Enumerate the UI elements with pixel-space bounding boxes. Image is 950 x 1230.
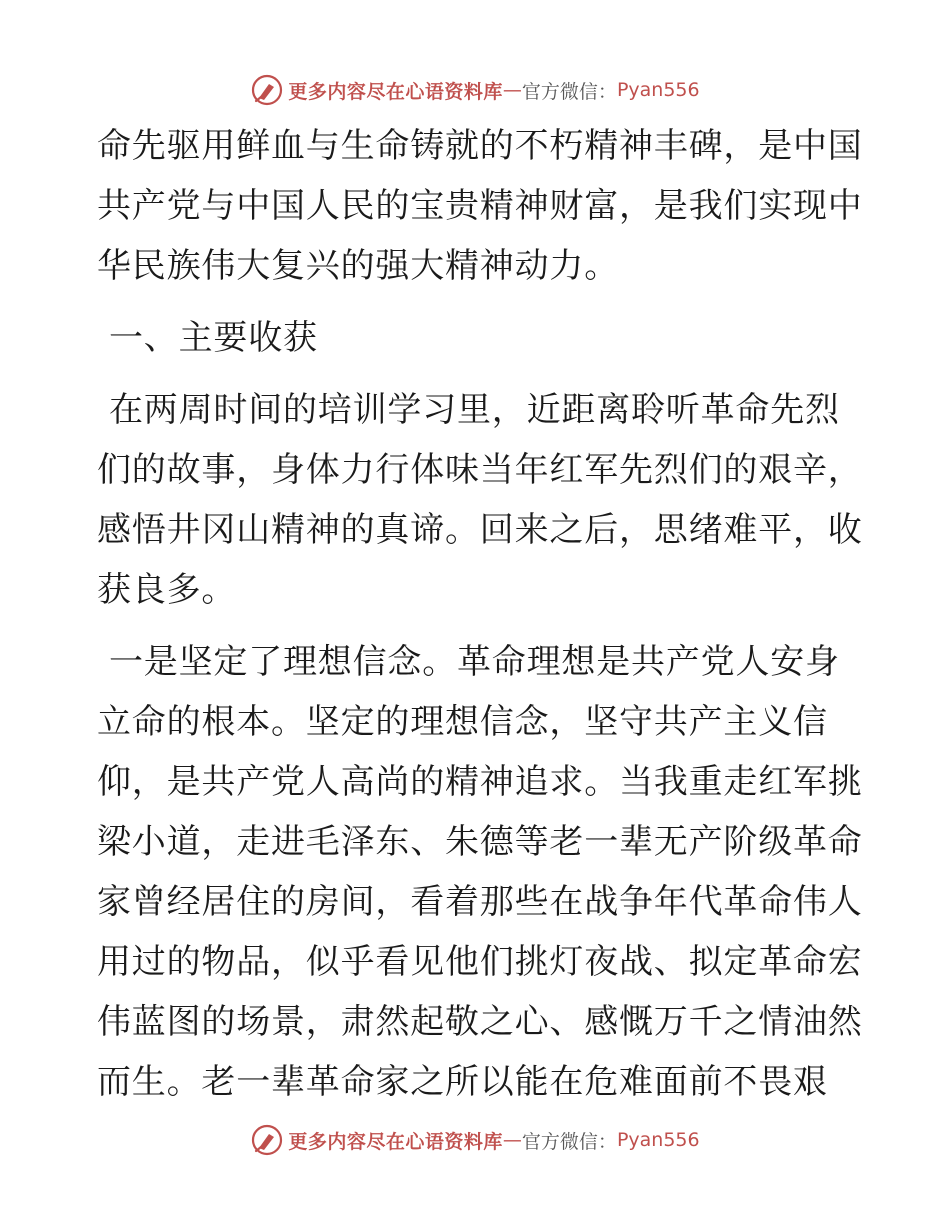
heading-main-gains: 一、主要收获 — [109, 318, 318, 358]
footer-official-label: 官方微信： — [521, 1130, 617, 1153]
text-line: 们的故事，身体力行体味当年红军先烈们的艰辛， — [97, 450, 863, 490]
text-line: 获良多。 — [97, 570, 237, 610]
section-heading — [97, 308, 857, 368]
text-line: 命先驱用鲜血与生命铸就的不朽精神丰碑，是中国 — [97, 126, 863, 166]
footer-wechat-id: Pyan556 — [616, 1129, 700, 1151]
paragraph-intro — [97, 116, 863, 296]
header-brand-text: 更多内容尽在心语资料库 — [288, 80, 503, 103]
text-line: 感悟井冈山精神的真谛。回来之后，思绪难平，收 — [97, 510, 863, 550]
text-line: 一是坚定了理想信念。革命理想是共产党人安身 — [109, 642, 840, 682]
text-line: 仰，是共产党人高尚的精神追求。当我重走红军挑 — [97, 762, 863, 802]
document-body — [97, 116, 863, 1112]
header-banner — [0, 70, 950, 110]
footer-separator: — — [502, 1129, 522, 1151]
text-line: 梁小道，走进毛泽东、朱德等老一辈无产阶级革命 — [97, 822, 863, 862]
paragraph-training — [97, 380, 863, 620]
text-line: 伟蓝图的场景，肃然起敬之心、感慨万千之情油然 — [97, 1002, 863, 1042]
paragraph-ideals — [97, 632, 863, 1112]
text-line: 共产党与中国人民的宝贵精神财富，是我们实现中 — [97, 186, 863, 226]
text-line: 华民族伟大复兴的强大精神动力。 — [97, 246, 619, 286]
text-line: 家曾经居住的房间，看着那些在战争年代革命伟人 — [97, 882, 863, 922]
header-wechat-id: Pyan556 — [616, 79, 700, 101]
text-line: 而生。老一辈革命家之所以能在危难面前不畏艰 — [97, 1062, 828, 1102]
text-line: 在两周时间的培训学习里，近距离聆听革命先烈 — [109, 390, 840, 430]
text-line: 立命的根本。坚定的理想信念，坚守共产主义信 — [97, 702, 828, 742]
header-official-label: 官方微信： — [521, 80, 617, 103]
pen-nib-logo-icon — [250, 1123, 284, 1157]
text-line: 用过的物品，似乎看见他们挑灯夜战、拟定革命宏 — [97, 942, 863, 982]
footer-banner — [0, 1120, 950, 1160]
header-separator: — — [502, 79, 522, 101]
pen-nib-logo-icon — [250, 73, 284, 107]
footer-brand-text: 更多内容尽在心语资料库 — [288, 1130, 503, 1153]
